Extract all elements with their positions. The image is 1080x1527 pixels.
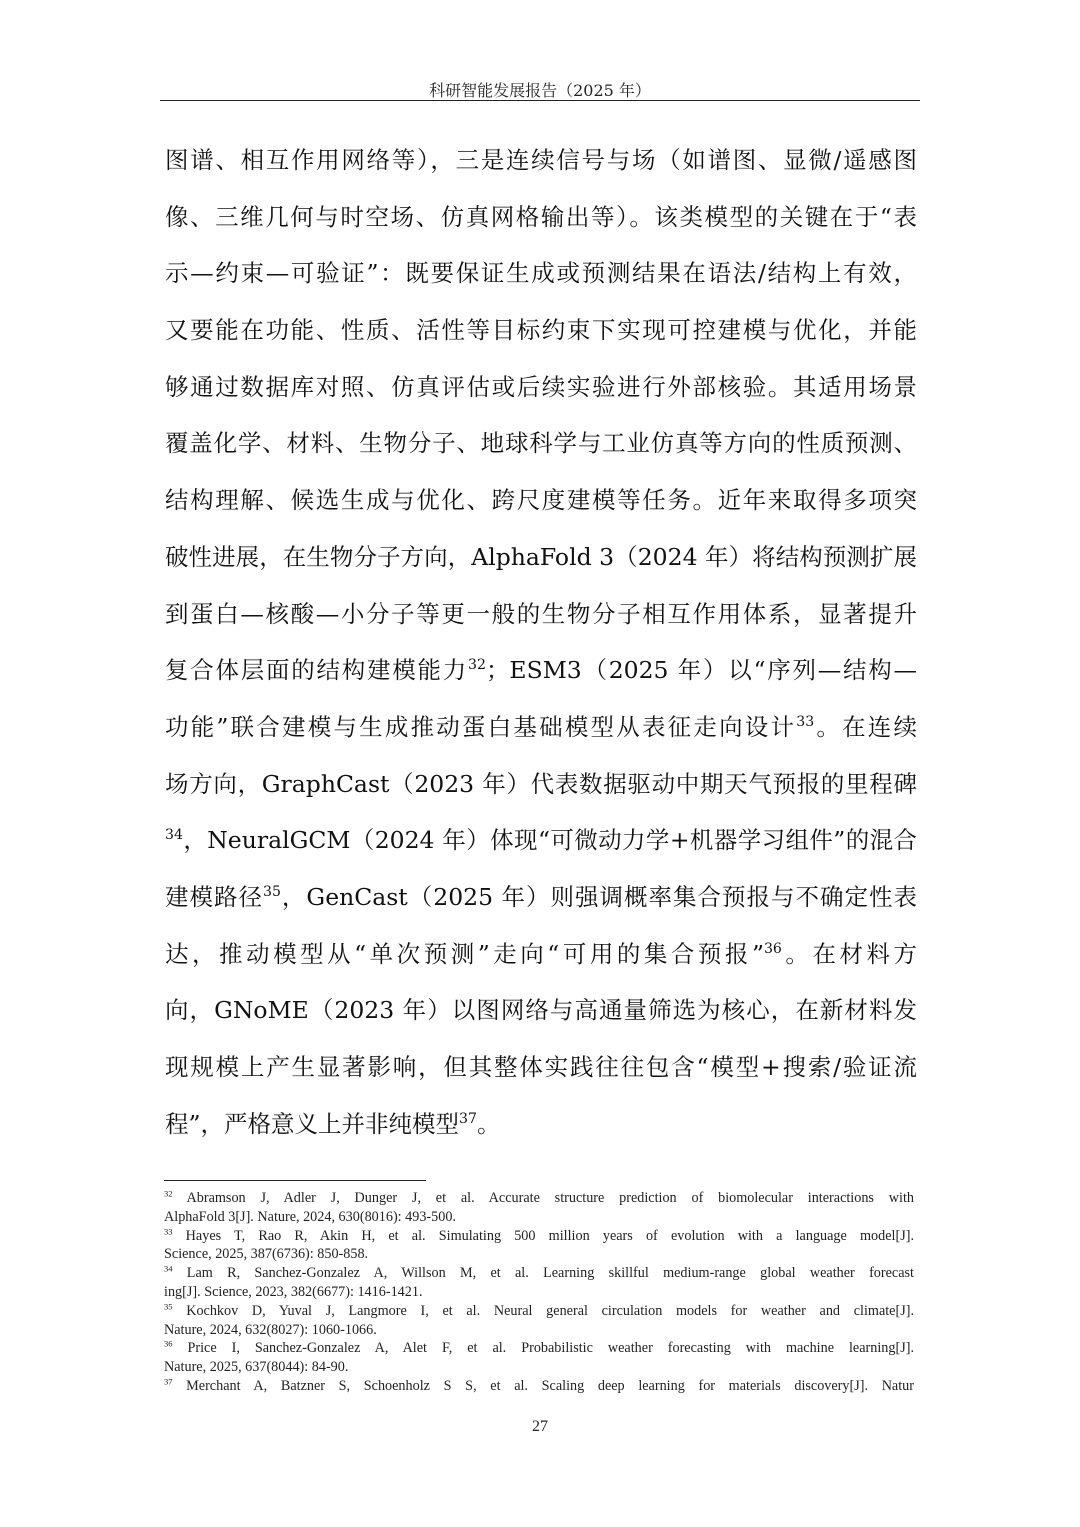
header-rule <box>160 100 920 101</box>
footnote-line <box>164 1189 914 1208</box>
footnote-line <box>164 1283 914 1302</box>
body-line-text: 程”，严格意义上并非纯模型 <box>165 1109 460 1138</box>
body-line-text: 建模路径 <box>165 882 263 911</box>
body-line-text: 到蛋白—核酸—小分子等更一般的生物分子相互作用体系，显著提升 <box>165 599 917 628</box>
body-line <box>165 812 917 869</box>
footnote-line <box>164 1227 914 1246</box>
body-line <box>165 869 917 926</box>
footnote-reference[interactable]: 36 <box>763 940 782 957</box>
footnote-reference[interactable]: 34 <box>165 827 183 844</box>
body-line <box>165 189 917 246</box>
body-line-tail: ；ESM3（2025 年）以“序列—结构— <box>485 656 917 685</box>
footnote-reference[interactable]: 32 <box>468 657 486 674</box>
body-line-text: 现规模上产生显著影响，但其整体实践往往包含“模型+搜索/验证流 <box>165 1053 917 1081</box>
body-line-text: 功能”联合建模与生成推动蛋白基础模型从表征走向设计 <box>165 712 797 741</box>
body-line <box>165 926 917 983</box>
body-line-text: 场方向，GraphCast（2023 年）代表数据驱动中期天气预报的里程碑 <box>165 769 917 798</box>
footnote-line <box>164 1339 914 1358</box>
footnote-text: AlphaFold 3[J]. Nature, 2024, 630(8016): 493-500. <box>164 1208 456 1225</box>
body-paragraph <box>165 132 917 1152</box>
body-line-tail: 。 <box>476 1109 501 1138</box>
footnote-number: 32 <box>164 1189 173 1199</box>
footnotes <box>164 1189 914 1396</box>
footnote-text: Science, 2025, 387(6736): 850-858. <box>164 1246 369 1263</box>
page-number: 27 <box>532 1418 548 1435</box>
body-line <box>165 472 917 529</box>
footnote-text: Price I, Sanchez-Gonzalez A, Alet F, et al. Probabilistic weather forecasting with machine learning[J]. <box>172 1340 914 1357</box>
body-line <box>165 756 917 813</box>
body-line-tail: ，GenCast（2025 年）则强调概率集合预报与不确定性表 <box>280 882 917 911</box>
body-line-text: 达，推动模型从“单次预测”走向“可用的集合预报” <box>165 939 764 968</box>
body-line-tail: 。在材料方 <box>781 939 917 968</box>
body-line <box>165 245 917 302</box>
body-line <box>165 132 917 189</box>
body-line-text: 像、三维几何与时空场、仿真网格输出等）。该类模型的关键在于“表 <box>165 202 917 231</box>
body-line <box>165 415 917 472</box>
footnote-number: 36 <box>164 1339 173 1349</box>
footnote-text: ing[J]. Science, 2023, 382(6677): 1416-1421. <box>164 1283 423 1300</box>
footnote-reference[interactable]: 35 <box>263 884 281 901</box>
footnote-line <box>164 1321 914 1340</box>
footnote-text: Kochkov D, Yuval J, Langmore I, et al. Neural general circulation models for weather and climate[J]. <box>172 1302 914 1319</box>
footnote-number: 37 <box>164 1376 173 1387</box>
body-line-tail: 。在连续 <box>814 712 917 741</box>
footnote-text: Merchant A, Batzner S, Schoenholz S S, et al. Scaling deep learning for materials discovery[J]. Natur <box>172 1377 914 1394</box>
body-line <box>165 1039 917 1096</box>
body-line <box>165 982 917 1039</box>
body-line-text: 破性进展，在生物分子方向，AlphaFold 3（2024 年）将结构预测扩展 <box>165 542 917 571</box>
running-header: 科研智能发展报告（2025 年） <box>429 81 651 100</box>
footnote-number: 35 <box>164 1301 173 1312</box>
body-line-text: 结构理解、候选生成与优化、跨尺度建模等任务。近年来取得多项突 <box>165 486 917 515</box>
body-line-text: 复合体层面的结构建模能力 <box>165 656 468 685</box>
body-line <box>165 586 917 643</box>
footnote-line <box>164 1377 914 1396</box>
footnote-number: 34 <box>164 1264 173 1274</box>
footnote-text: Nature, 2024, 632(8027): 1060-1066. <box>164 1321 377 1338</box>
footnote-reference[interactable]: 37 <box>459 1110 477 1127</box>
body-line-tail: ，NeuralGCM（2024 年）体现“可微动力学+机器学习组件”的混合 <box>182 826 917 855</box>
body-line-text: 又要能在功能、性质、活性等目标约束下实现可控建模与优化，并能 <box>165 316 917 345</box>
body-line <box>165 302 917 359</box>
footnote-text: Lam R, Sanchez-Gonzalez A, Willson M, et al. Learning skillful medium-range global weather forecast <box>172 1265 914 1282</box>
footnote-reference[interactable]: 33 <box>796 714 815 731</box>
footnote-line <box>164 1208 914 1227</box>
body-line <box>165 359 917 416</box>
footnote-rule <box>164 1180 426 1181</box>
footnote-text: Abramson J, Adler J, Dunger J, et al. Accurate structure prediction of biomolecular interactions with <box>172 1190 914 1206</box>
body-line <box>165 699 917 756</box>
body-line-text: 示—约束—可验证”：既要保证生成或预测结果在语法/结构上有效， <box>165 259 917 288</box>
body-line-text: 向，GNoME（2023 年）以图网络与高通量筛选为核心，在新材料发 <box>165 996 917 1025</box>
footnote-text: Nature, 2025, 637(8044): 84-90. <box>164 1359 349 1376</box>
footnote-line <box>164 1245 914 1264</box>
body-line-text: 够通过数据库对照、仿真评估或后续实验进行外部核验。其适用场景 <box>165 372 917 401</box>
footnote-number: 33 <box>164 1226 173 1236</box>
body-line <box>165 1096 917 1153</box>
body-line <box>165 529 917 586</box>
footnote-line <box>164 1302 914 1321</box>
footnote-text: Hayes T, Rao R, Akin H, et al. Simulating 500 million years of evolution with a language model[J]. <box>172 1227 914 1244</box>
body-line-text: 覆盖化学、材料、生物分子、地球科学与工业仿真等方向的性质预测、 <box>165 429 917 458</box>
body-line-text: 图谱、相互作用网络等），三是连续信号与场（如谱图、显微/遥感图 <box>165 146 917 174</box>
body-line <box>165 642 917 699</box>
footnote-line <box>164 1358 914 1377</box>
footnote-line <box>164 1264 914 1283</box>
